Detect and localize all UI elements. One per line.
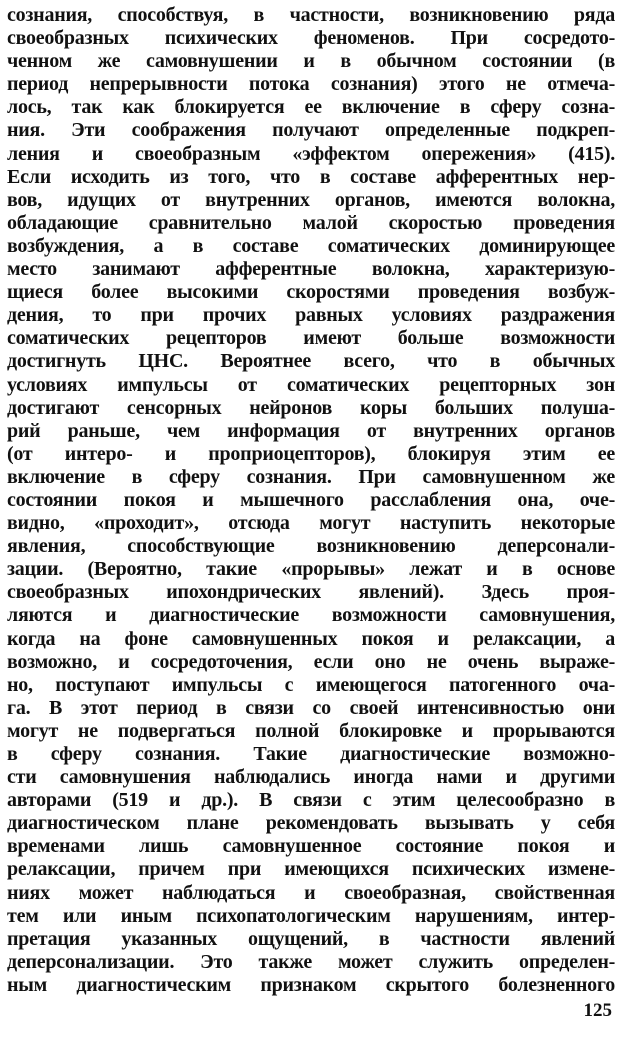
- text-line: включение в сферу сознания. При самовнушенном же: [7, 465, 615, 488]
- text-line: релаксации, причем при имеющихся психических измене-: [7, 858, 615, 881]
- text-line: временами лишь самовнушенное состояние покоя и: [7, 835, 615, 858]
- text-line: (от интеро- и проприоцепторов), блокируя этим ее: [7, 442, 615, 465]
- text-line: обладающие сравнительно малой скоростью проведения: [7, 211, 615, 234]
- text-line: ляются и диагностические возможности самовнушения,: [7, 604, 615, 627]
- text-line: Если исходить из того, что в составе афферентных нер-: [7, 165, 615, 188]
- text-line: период непрерывности потока сознания) этого не отмеча-: [7, 73, 615, 96]
- text-line: ниях может наблюдаться и своеобразная, свойственная: [7, 881, 615, 904]
- text-line: зации. (Вероятно, такие «прорывы» лежат и в основе: [7, 558, 615, 581]
- text-line: диагностическом плане рекомендовать вызывать у себя: [7, 812, 615, 835]
- text-line: ния. Эти соображения получают определенные подкреп-: [7, 119, 615, 142]
- text-line: возбуждения, а в составе соматических доминирующее: [7, 234, 615, 257]
- text-line: деперсонализации. Это также может служить определен-: [7, 950, 615, 973]
- text-line: достигнуть ЦНС. Вероятнее всего, что в обычных: [7, 350, 615, 373]
- text-line: своеобразных психических феноменов. При сосредото-: [7, 27, 615, 50]
- text-line: ным диагностическим признаком скрытого болезненного: [7, 973, 615, 996]
- text-line: щиеся более высокими скоростями проведения возбуж-: [7, 281, 615, 304]
- text-line: соматических рецепторов имеют больше возможности: [7, 327, 615, 350]
- text-line: вов, идущих от внутренних органов, имеются волокна,: [7, 188, 615, 211]
- text-line: могут не подвергаться полной блокировке и прорываются: [7, 719, 615, 742]
- text-line: состоянии покоя и мышечного расслабления она, оче-: [7, 488, 615, 511]
- text-line: когда на фоне самовнушенных покоя и релаксации, а: [7, 627, 615, 650]
- text-line: сознания, способствуя, в частности, возникновению ряда: [7, 4, 615, 26]
- text-line: возможно, и сосредоточения, если оно не очень выраже-: [7, 650, 615, 673]
- text-line: видно, «проходит», отсюда могут наступить некоторые: [7, 512, 615, 535]
- text-line: рий раньше, чем информация от внутренних органов: [7, 419, 615, 442]
- text-line: но, поступают импульсы с имеющегося патогенного оча-: [7, 673, 615, 696]
- text-line: дения, то при прочих равных условиях раздражения: [7, 304, 615, 327]
- text-line: явления, способствующие возникновению деперсонали-: [7, 535, 615, 558]
- text-line: в сферу сознания. Такие диагностические возможно-: [7, 743, 615, 765]
- text-line: га. В этот период в связи со своей интенсивностью они: [7, 696, 615, 719]
- text-line: лось, так как блокируется ее включение в сферу созна-: [7, 96, 615, 119]
- text-line: достигают сенсорных нейронов коры больших полуша-: [7, 396, 615, 419]
- text-line: тем или иным психопатологическим нарушениям, интер-: [7, 904, 615, 927]
- text-line: сти самовнушения наблюдались иногда нами и другими: [7, 766, 615, 789]
- text-line: своеобразных ипохондрических явлений). Здесь проя-: [7, 581, 615, 604]
- text-line: место занимают афферентные волокна, характеризую-: [7, 258, 615, 281]
- text-line: условиях импульсы от соматических рецепторных зон: [7, 373, 615, 396]
- text-line: ченном же самовнушении и в обычном состоянии (в: [7, 50, 615, 73]
- body-text: [7, 4, 615, 997]
- text-line: претация указанных ощущений, в частности явлений: [7, 927, 615, 950]
- text-line: авторами (519 и др.). В связи с этим целесообразно в: [7, 789, 615, 812]
- page-number: 125: [583, 1000, 612, 1021]
- text-line: ления и своеобразным «эффектом опережения» (415).: [7, 142, 615, 165]
